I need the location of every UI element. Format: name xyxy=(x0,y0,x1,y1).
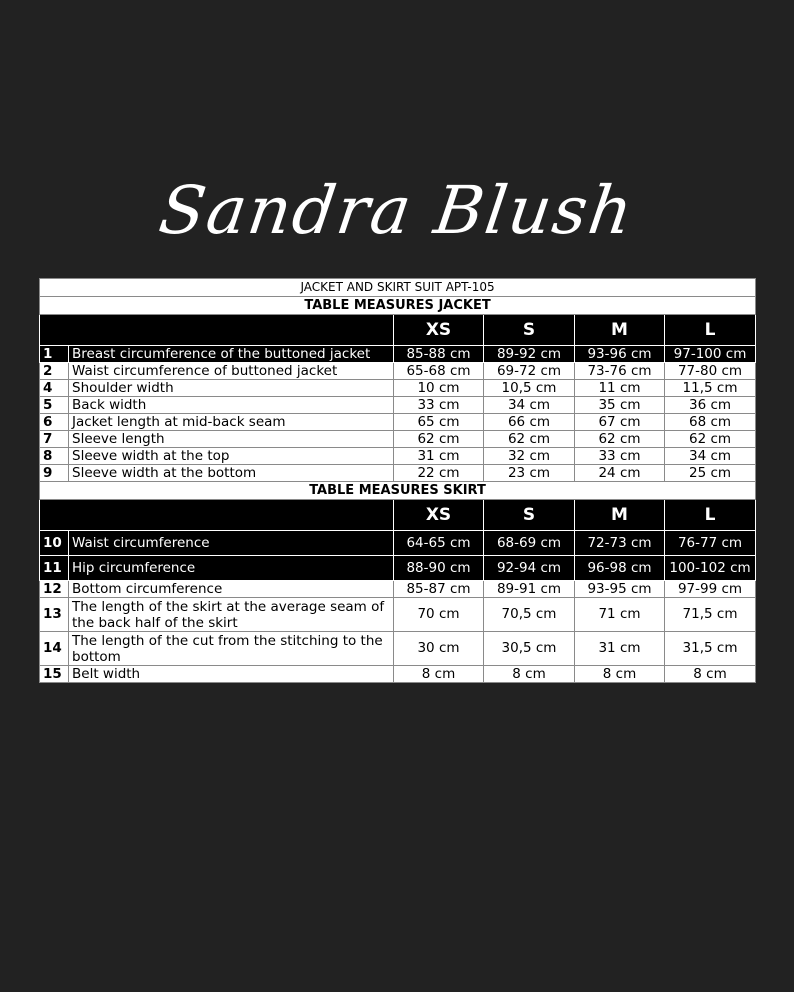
value-m: 8 cm xyxy=(575,666,665,683)
table-row xyxy=(40,363,756,380)
row-label: Waist circumference of buttoned jacket xyxy=(69,363,394,380)
brand-logo xyxy=(0,150,794,270)
row-number: 7 xyxy=(40,431,69,448)
table-row xyxy=(40,431,756,448)
row-label: The length of the cut from the stitching to the bottom xyxy=(69,632,394,666)
row-label: Breast circumference of the buttoned jacket xyxy=(69,346,394,363)
value-m: 73-76 cm xyxy=(575,363,665,380)
header-spacer xyxy=(40,500,394,531)
value-s: 70,5 cm xyxy=(484,598,575,632)
table-row xyxy=(40,448,756,465)
table-row xyxy=(40,531,756,556)
value-s: 66 cm xyxy=(484,414,575,431)
value-m: 67 cm xyxy=(575,414,665,431)
row-label: Jacket length at mid-back seam xyxy=(69,414,394,431)
document-title-row xyxy=(40,279,756,297)
size-l: L xyxy=(665,500,756,531)
jacket-size-header xyxy=(40,315,756,346)
value-m: 71 cm xyxy=(575,598,665,632)
table-row xyxy=(40,666,756,683)
row-label: Belt width xyxy=(69,666,394,683)
value-l: 97-100 cm xyxy=(665,346,756,363)
value-l: 11,5 cm xyxy=(665,380,756,397)
row-number: 15 xyxy=(40,666,69,683)
row-number: 9 xyxy=(40,465,69,482)
value-xs: 30 cm xyxy=(394,632,484,666)
row-number: 2 xyxy=(40,363,69,380)
value-l: 34 cm xyxy=(665,448,756,465)
value-m: 24 cm xyxy=(575,465,665,482)
size-xs: XS xyxy=(394,315,484,346)
row-number: 8 xyxy=(40,448,69,465)
value-l: 100-102 cm xyxy=(665,556,756,581)
value-s: 62 cm xyxy=(484,431,575,448)
value-s: 23 cm xyxy=(484,465,575,482)
value-xs: 85-88 cm xyxy=(394,346,484,363)
value-l: 36 cm xyxy=(665,397,756,414)
row-label: Hip circumference xyxy=(69,556,394,581)
row-label: Bottom circumference xyxy=(69,581,394,598)
row-number: 10 xyxy=(40,531,69,556)
size-l: L xyxy=(665,315,756,346)
table-row xyxy=(40,581,756,598)
value-xs: 65-68 cm xyxy=(394,363,484,380)
value-xs: 8 cm xyxy=(394,666,484,683)
value-l: 62 cm xyxy=(665,431,756,448)
value-l: 31,5 cm xyxy=(665,632,756,666)
skirt-heading: TABLE MEASURES SKIRT xyxy=(40,482,756,500)
table-row xyxy=(40,346,756,363)
row-number: 4 xyxy=(40,380,69,397)
row-number: 12 xyxy=(40,581,69,598)
value-s: 89-91 cm xyxy=(484,581,575,598)
value-l: 71,5 cm xyxy=(665,598,756,632)
value-s: 69-72 cm xyxy=(484,363,575,380)
value-s: 92-94 cm xyxy=(484,556,575,581)
row-label: Sleeve length xyxy=(69,431,394,448)
measurements-table xyxy=(39,278,756,683)
row-label: The length of the skirt at the average seam of the back half of the skirt xyxy=(69,598,394,632)
jacket-heading: TABLE MEASURES JACKET xyxy=(40,297,756,315)
row-number: 14 xyxy=(40,632,69,666)
value-s: 68-69 cm xyxy=(484,531,575,556)
value-m: 93-95 cm xyxy=(575,581,665,598)
value-l: 76-77 cm xyxy=(665,531,756,556)
value-s: 34 cm xyxy=(484,397,575,414)
size-m: M xyxy=(575,500,665,531)
table-row xyxy=(40,632,756,666)
size-s: S xyxy=(484,315,575,346)
jacket-heading-row xyxy=(40,297,756,315)
value-xs: 88-90 cm xyxy=(394,556,484,581)
table-row xyxy=(40,414,756,431)
value-s: 10,5 cm xyxy=(484,380,575,397)
size-chart xyxy=(39,278,755,683)
row-label: Shoulder width xyxy=(69,380,394,397)
value-m: 31 cm xyxy=(575,632,665,666)
row-number: 1 xyxy=(40,346,69,363)
value-xs: 64-65 cm xyxy=(394,531,484,556)
value-xs: 85-87 cm xyxy=(394,581,484,598)
document-title: JACKET AND SKIRT SUIT APT-105 xyxy=(40,279,756,297)
table-row xyxy=(40,397,756,414)
value-xs: 22 cm xyxy=(394,465,484,482)
row-label: Sleeve width at the bottom xyxy=(69,465,394,482)
value-xs: 31 cm xyxy=(394,448,484,465)
value-xs: 65 cm xyxy=(394,414,484,431)
value-s: 89-92 cm xyxy=(484,346,575,363)
value-m: 33 cm xyxy=(575,448,665,465)
value-l: 77-80 cm xyxy=(665,363,756,380)
row-number: 6 xyxy=(40,414,69,431)
value-xs: 10 cm xyxy=(394,380,484,397)
skirt-heading-row xyxy=(40,482,756,500)
row-label: Waist circumference xyxy=(69,531,394,556)
row-label: Sleeve width at the top xyxy=(69,448,394,465)
value-s: 30,5 cm xyxy=(484,632,575,666)
table-row xyxy=(40,380,756,397)
brand-logo-text: Sandra Blush xyxy=(154,171,640,249)
value-xs: 33 cm xyxy=(394,397,484,414)
value-xs: 70 cm xyxy=(394,598,484,632)
value-m: 96-98 cm xyxy=(575,556,665,581)
table-row xyxy=(40,598,756,632)
row-number: 13 xyxy=(40,598,69,632)
value-m: 11 cm xyxy=(575,380,665,397)
value-s: 32 cm xyxy=(484,448,575,465)
skirt-size-header xyxy=(40,500,756,531)
value-xs: 62 cm xyxy=(394,431,484,448)
value-l: 68 cm xyxy=(665,414,756,431)
value-m: 72-73 cm xyxy=(575,531,665,556)
row-number: 11 xyxy=(40,556,69,581)
table-row xyxy=(40,556,756,581)
size-m: M xyxy=(575,315,665,346)
value-l: 8 cm xyxy=(665,666,756,683)
value-m: 35 cm xyxy=(575,397,665,414)
value-m: 62 cm xyxy=(575,431,665,448)
row-number: 5 xyxy=(40,397,69,414)
table-row xyxy=(40,465,756,482)
value-l: 25 cm xyxy=(665,465,756,482)
size-xs: XS xyxy=(394,500,484,531)
row-label: Back width xyxy=(69,397,394,414)
value-m: 93-96 cm xyxy=(575,346,665,363)
header-spacer xyxy=(40,315,394,346)
value-s: 8 cm xyxy=(484,666,575,683)
value-l: 97-99 cm xyxy=(665,581,756,598)
size-s: S xyxy=(484,500,575,531)
